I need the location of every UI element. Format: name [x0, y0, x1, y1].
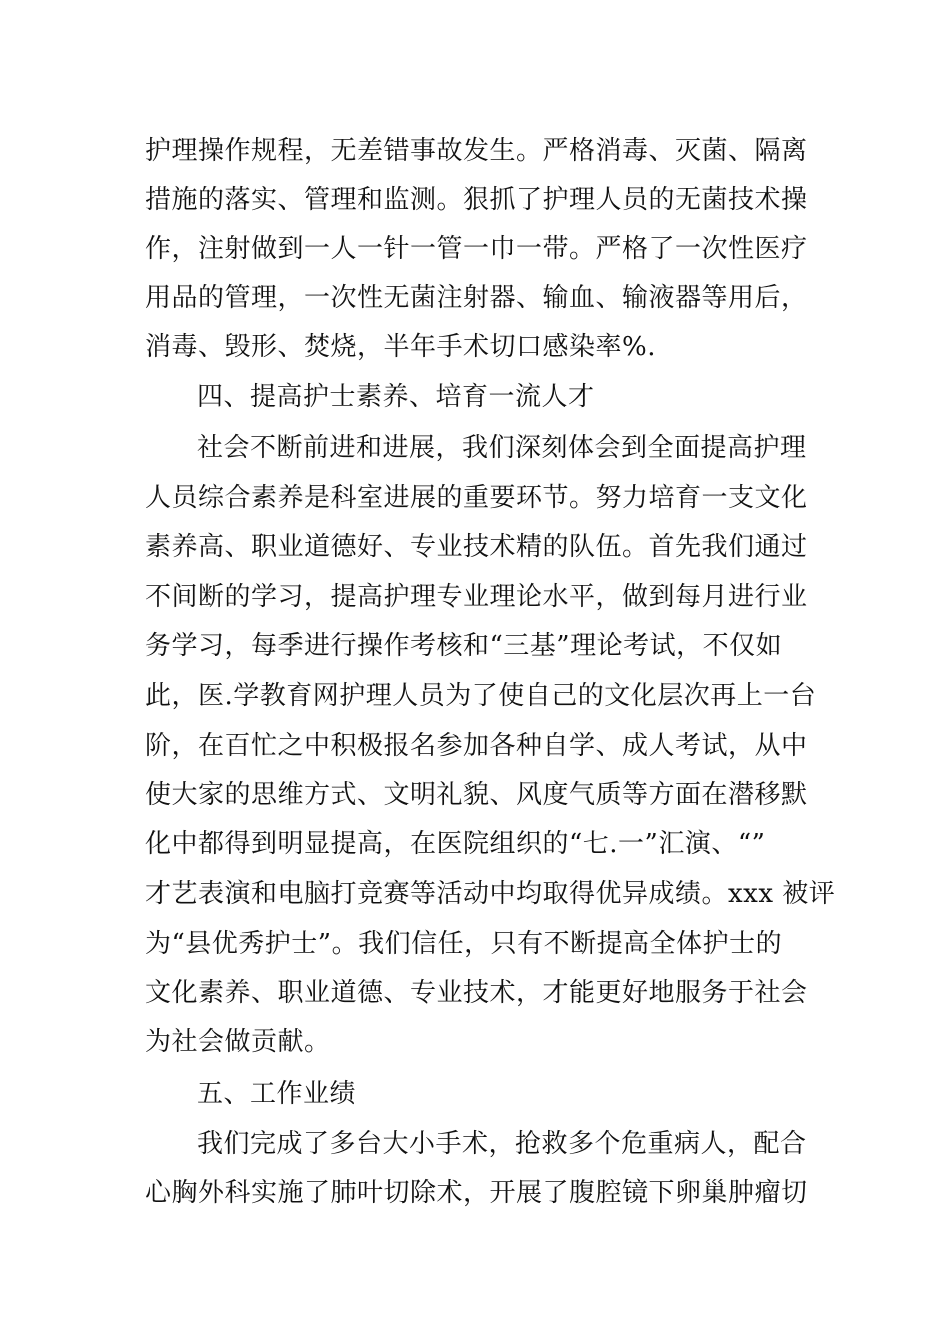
paragraph-line: 护理操作规程，无差错事故发生。严格消毒、灭菌、隔离 [145, 136, 808, 166]
paragraph-line: 化中都得到明显提高，在医院组织的“七.一”汇演、“” [145, 829, 766, 859]
paragraph-line: 阶，在百忙之中积极报名参加各种自学、成人考试，从中 [145, 731, 808, 761]
paragraph-line: 务学习，每季进行操作考核和“三基”理论考试，不仅如 [145, 631, 783, 661]
paragraph-line: 文化素养、职业道德、专业技术，才能更好地服务于社会 [145, 978, 808, 1008]
paragraph-line: 我们完成了多台大小手术，抢救多个危重病人，配合 [197, 1129, 807, 1159]
paragraph-line: 人员综合素养是科室进展的重要环节。努力培育一支文化 [145, 483, 808, 513]
paragraph-line: 作，注射做到一人一针一管一巾一带。严格了一次性医疗 [145, 234, 808, 264]
paragraph-line: 为社会做贡献。 [145, 1027, 331, 1057]
paragraph-line: 不间断的学习，提高护理专业理论水平，做到每月进行业 [145, 582, 808, 612]
paragraph-line: 心胸外科实施了肺叶切除术，开展了腹腔镜下卵巢肿瘤切 [145, 1178, 808, 1208]
paragraph-line: 才艺表演和电脑打竞赛等活动中均取得优异成绩。xxx 被评 [145, 879, 836, 909]
section-heading-4: 四、提高护士素养、培育一流人才 [197, 382, 595, 412]
paragraph-line: 消毒、毁形、焚烧，半年手术切口感染率%. [145, 332, 656, 362]
paragraph-line: 素养高、职业道德好、专业技术精的队伍。首先我们通过 [145, 532, 808, 562]
paragraph-line: 为“县优秀护士”。我们信任，只有不断提高全体护士的 [145, 929, 783, 959]
paragraph-line: 此，医.学教育网护理人员为了使自己的文化层次再上一台 [145, 681, 817, 711]
paragraph-line: 社会不断前进和进展，我们深刻体会到全面提高护理 [197, 433, 807, 463]
section-heading-5: 五、工作业绩 [197, 1079, 357, 1109]
paragraph-line: 措施的落实、管理和监测。狠抓了护理人员的无菌技术操 [145, 185, 808, 215]
paragraph-line: 使大家的思维方式、文明礼貌、风度气质等方面在潜移默 [145, 780, 808, 810]
paragraph-line: 用品的管理，一次性无菌注射器、输血、输液器等用后， [145, 283, 808, 313]
